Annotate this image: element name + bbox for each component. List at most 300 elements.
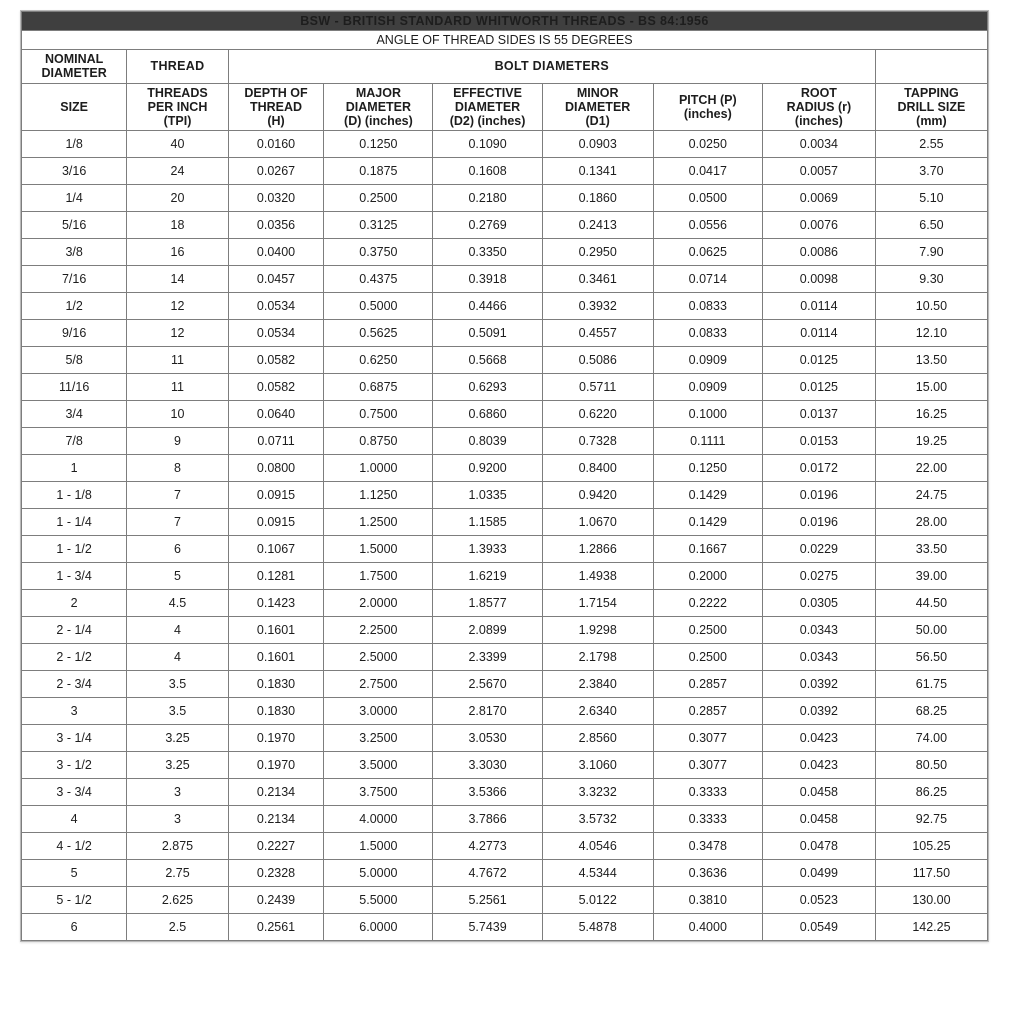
table-cell: 6 xyxy=(22,913,127,940)
col-header-effective-diameter xyxy=(433,83,542,130)
table-cell: 2.875 xyxy=(127,832,228,859)
table-cell: 10 xyxy=(127,400,228,427)
group-header-thread: THREAD xyxy=(127,50,228,84)
table-cell: 7 xyxy=(127,481,228,508)
table-cell: 4.5 xyxy=(127,589,228,616)
col-header-minor-line1: MINOR xyxy=(576,85,619,100)
table-cell: 3 xyxy=(127,778,228,805)
group-header-nominal-diameter xyxy=(22,50,127,84)
table-row xyxy=(22,562,988,589)
title-row xyxy=(22,12,988,31)
table-cell: 56.50 xyxy=(875,643,987,670)
table-cell: 1/2 xyxy=(22,292,127,319)
col-header-depth-of-thread xyxy=(228,83,324,130)
table-cell: 3.0530 xyxy=(433,724,542,751)
column-header-row xyxy=(22,83,988,130)
table-cell: 6.50 xyxy=(875,211,987,238)
col-header-tapping-drill-size xyxy=(875,83,987,130)
table-cell: 3.70 xyxy=(875,157,987,184)
table-cell: 130.00 xyxy=(875,886,987,913)
col-header-size-line1: SIZE xyxy=(60,99,89,114)
table-cell: 1.9298 xyxy=(542,616,653,643)
table-cell: 0.0458 xyxy=(762,805,875,832)
table-row xyxy=(22,616,988,643)
table-cell: 0.0114 xyxy=(762,319,875,346)
col-header-root-line3: (inches) xyxy=(794,113,843,128)
table-cell: 0.0153 xyxy=(762,427,875,454)
table-cell: 0.3478 xyxy=(653,832,762,859)
table-cell: 0.0423 xyxy=(762,751,875,778)
table-cell: 0.0250 xyxy=(653,130,762,157)
table-cell: 3/8 xyxy=(22,238,127,265)
col-header-pitch-line2: (inches) xyxy=(683,106,732,121)
table-cell: 0.2227 xyxy=(228,832,324,859)
table-cell: 5 xyxy=(22,859,127,886)
table-cell: 0.2857 xyxy=(653,670,762,697)
col-header-minor-diameter xyxy=(542,83,653,130)
table-cell: 0.0833 xyxy=(653,319,762,346)
table-cell: 1.8577 xyxy=(433,589,542,616)
table-cell: 0.0909 xyxy=(653,373,762,400)
col-header-tpi-line1: THREADS xyxy=(147,85,208,100)
table-cell: 0.6220 xyxy=(542,400,653,427)
table-cell: 2.1798 xyxy=(542,643,653,670)
table-cell: 0.0523 xyxy=(762,886,875,913)
table-row xyxy=(22,184,988,211)
table-cell: 0.0196 xyxy=(762,481,875,508)
col-header-effective-line3: (D2) (inches) xyxy=(449,113,526,128)
col-header-tapping-line2: DRILL SIZE xyxy=(897,99,966,114)
table-cell: 0.6860 xyxy=(433,400,542,427)
table-cell: 0.8400 xyxy=(542,454,653,481)
table-cell: 2.0000 xyxy=(324,589,433,616)
table-cell: 0.0909 xyxy=(653,346,762,373)
table-cell: 0.5711 xyxy=(542,373,653,400)
table-cell: 3 - 1/2 xyxy=(22,751,127,778)
col-header-root-line1: ROOT xyxy=(800,85,837,100)
col-header-depth-line2: THREAD xyxy=(249,99,303,114)
table-cell: 5 xyxy=(127,562,228,589)
table-row xyxy=(22,157,988,184)
table-cell: 5.4878 xyxy=(542,913,653,940)
col-header-pitch-line1: PITCH (P) xyxy=(678,92,737,107)
col-header-major-line2: DIAMETER xyxy=(345,99,412,114)
table-cell: 0.3810 xyxy=(653,886,762,913)
table-cell: 15.00 xyxy=(875,373,987,400)
table-row xyxy=(22,805,988,832)
table-cell: 0.4466 xyxy=(433,292,542,319)
table-cell: 2.5 xyxy=(127,913,228,940)
table-cell: 0.0392 xyxy=(762,670,875,697)
table-cell: 0.0125 xyxy=(762,373,875,400)
table-cell: 5.0122 xyxy=(542,886,653,913)
table-cell: 40 xyxy=(127,130,228,157)
table-row xyxy=(22,886,988,913)
table-cell: 2.625 xyxy=(127,886,228,913)
table-cell: 3.25 xyxy=(127,751,228,778)
table-cell: 24.75 xyxy=(875,481,987,508)
group-header-bolt-diameters: BOLT DIAMETERS xyxy=(228,50,875,84)
table-cell: 0.0711 xyxy=(228,427,324,454)
col-header-size xyxy=(22,83,127,130)
table-cell: 0.1429 xyxy=(653,508,762,535)
table-cell: 3 xyxy=(22,697,127,724)
table-cell: 0.1608 xyxy=(433,157,542,184)
table-cell: 3.2500 xyxy=(324,724,433,751)
table-cell: 24 xyxy=(127,157,228,184)
table-cell: 0.1000 xyxy=(653,400,762,427)
table-row xyxy=(22,292,988,319)
table-cell: 0.2328 xyxy=(228,859,324,886)
table-cell: 0.0356 xyxy=(228,211,324,238)
table-cell: 1.4938 xyxy=(542,562,653,589)
table-cell: 0.3077 xyxy=(653,751,762,778)
table-cell: 74.00 xyxy=(875,724,987,751)
table-cell: 0.0458 xyxy=(762,778,875,805)
table-cell: 0.0457 xyxy=(228,265,324,292)
table-cell: 3.5366 xyxy=(433,778,542,805)
col-header-minor-line3: (D1) xyxy=(585,113,610,128)
table-title: BSW - BRITISH STANDARD WHITWORTH THREADS - BS 84:1956 xyxy=(22,12,988,31)
table-cell: 1.0335 xyxy=(433,481,542,508)
table-row xyxy=(22,670,988,697)
table-row xyxy=(22,589,988,616)
col-header-effective-line2: DIAMETER xyxy=(454,99,521,114)
table-cell: 0.0275 xyxy=(762,562,875,589)
table-cell: 0.1830 xyxy=(228,697,324,724)
table-cell: 0.5625 xyxy=(324,319,433,346)
subtitle-row xyxy=(22,31,988,50)
table-cell: 0.2413 xyxy=(542,211,653,238)
col-header-depth-line3: (H) xyxy=(267,113,285,128)
table-cell: 0.3918 xyxy=(433,265,542,292)
table-cell: 0.0114 xyxy=(762,292,875,319)
table-cell: 1.2500 xyxy=(324,508,433,535)
table-cell: 0.0833 xyxy=(653,292,762,319)
table-cell: 0.0160 xyxy=(228,130,324,157)
table-cell: 105.25 xyxy=(875,832,987,859)
table-cell: 0.0915 xyxy=(228,508,324,535)
group-header-nominal-line1: NOMINAL xyxy=(44,52,104,66)
table-cell: 0.3333 xyxy=(653,805,762,832)
table-cell: 3/16 xyxy=(22,157,127,184)
table-cell: 1.0000 xyxy=(324,454,433,481)
table-cell: 0.5668 xyxy=(433,346,542,373)
table-cell: 4.0000 xyxy=(324,805,433,832)
table-cell: 0.0229 xyxy=(762,535,875,562)
table-cell: 0.0069 xyxy=(762,184,875,211)
table-cell: 4 xyxy=(127,616,228,643)
group-header-row xyxy=(22,50,988,84)
table-cell: 14 xyxy=(127,265,228,292)
col-header-depth-line1: DEPTH OF xyxy=(244,85,308,100)
table-cell: 0.0478 xyxy=(762,832,875,859)
table-cell: 0.0137 xyxy=(762,400,875,427)
table-cell: 0.8039 xyxy=(433,427,542,454)
table-row xyxy=(22,913,988,940)
table-head xyxy=(22,12,988,131)
table-cell: 0.1423 xyxy=(228,589,324,616)
table-cell: 0.2769 xyxy=(433,211,542,238)
table-cell: 5.0000 xyxy=(324,859,433,886)
table-cell: 0.7328 xyxy=(542,427,653,454)
table-cell: 5.10 xyxy=(875,184,987,211)
table-cell: 1.5000 xyxy=(324,535,433,562)
table-cell: 4.5344 xyxy=(542,859,653,886)
table-row xyxy=(22,346,988,373)
group-header-nominal-line2: DIAMETER xyxy=(41,66,107,81)
table-row xyxy=(22,778,988,805)
table-cell: 0.0320 xyxy=(228,184,324,211)
table-cell: 0.0903 xyxy=(542,130,653,157)
table-cell: 0.1970 xyxy=(228,751,324,778)
table-cell: 1.7500 xyxy=(324,562,433,589)
table-cell: 0.0534 xyxy=(228,292,324,319)
table-cell: 0.0500 xyxy=(653,184,762,211)
table-cell: 0.6293 xyxy=(433,373,542,400)
table-cell: 0.3461 xyxy=(542,265,653,292)
table-cell: 0.2500 xyxy=(653,643,762,670)
table-cell: 0.9420 xyxy=(542,481,653,508)
table-cell: 0.1601 xyxy=(228,616,324,643)
table-cell: 0.4000 xyxy=(653,913,762,940)
table-cell: 16 xyxy=(127,238,228,265)
table-cell: 0.0800 xyxy=(228,454,324,481)
table-cell: 3 - 1/4 xyxy=(22,724,127,751)
table-cell: 2 xyxy=(22,589,127,616)
table-cell: 4.0546 xyxy=(542,832,653,859)
table-cell: 2.2500 xyxy=(324,616,433,643)
col-header-effective-line1: EFFECTIVE xyxy=(453,85,522,100)
table-cell: 0.0417 xyxy=(653,157,762,184)
table-cell: 20 xyxy=(127,184,228,211)
table-cell: 0.7500 xyxy=(324,400,433,427)
table-cell: 12 xyxy=(127,292,228,319)
table-cell: 19.25 xyxy=(875,427,987,454)
table-cell: 0.0098 xyxy=(762,265,875,292)
col-header-tpi xyxy=(127,83,228,130)
table-cell: 0.1341 xyxy=(542,157,653,184)
table-cell: 0.0034 xyxy=(762,130,875,157)
table-cell: 0.1090 xyxy=(433,130,542,157)
table-row xyxy=(22,373,988,400)
table-cell: 7/16 xyxy=(22,265,127,292)
table-cell: 4 - 1/2 xyxy=(22,832,127,859)
table-cell: 0.1667 xyxy=(653,535,762,562)
table-cell: 1 - 3/4 xyxy=(22,562,127,589)
table-cell: 0.4557 xyxy=(542,319,653,346)
table-cell: 2.55 xyxy=(875,130,987,157)
table-cell: 2.8170 xyxy=(433,697,542,724)
table-cell: 86.25 xyxy=(875,778,987,805)
table-cell: 1.5000 xyxy=(324,832,433,859)
table-cell: 9.30 xyxy=(875,265,987,292)
col-header-tpi-line2: PER INCH xyxy=(147,99,208,114)
table-cell: 0.2500 xyxy=(653,616,762,643)
table-cell: 11 xyxy=(127,346,228,373)
table-cell: 0.0400 xyxy=(228,238,324,265)
table-cell: 9 xyxy=(127,427,228,454)
table-cell: 1 xyxy=(22,454,127,481)
table-cell: 22.00 xyxy=(875,454,987,481)
table-cell: 2.5000 xyxy=(324,643,433,670)
table-row xyxy=(22,508,988,535)
table-cell: 0.2950 xyxy=(542,238,653,265)
table-cell: 0.0267 xyxy=(228,157,324,184)
table-cell: 0.3077 xyxy=(653,724,762,751)
table-cell: 5.7439 xyxy=(433,913,542,940)
col-header-tapping-line1: TAPPING xyxy=(904,85,959,100)
table-cell: 0.1250 xyxy=(653,454,762,481)
table-cell: 0.1875 xyxy=(324,157,433,184)
table-cell: 0.2222 xyxy=(653,589,762,616)
table-cell: 2 - 1/4 xyxy=(22,616,127,643)
table-cell: 117.50 xyxy=(875,859,987,886)
table-cell: 0.0392 xyxy=(762,697,875,724)
table-cell: 0.0915 xyxy=(228,481,324,508)
table-row xyxy=(22,319,988,346)
table-cell: 0.1601 xyxy=(228,643,324,670)
table-row xyxy=(22,859,988,886)
table-cell: 3 - 3/4 xyxy=(22,778,127,805)
table-cell: 92.75 xyxy=(875,805,987,832)
table-cell: 0.8750 xyxy=(324,427,433,454)
table-cell: 0.5086 xyxy=(542,346,653,373)
table-cell: 0.3350 xyxy=(433,238,542,265)
table-cell: 0.3125 xyxy=(324,211,433,238)
table-cell: 1.3933 xyxy=(433,535,542,562)
table-cell: 5.5000 xyxy=(324,886,433,913)
table-cell: 1 - 1/2 xyxy=(22,535,127,562)
table-cell: 0.3750 xyxy=(324,238,433,265)
table-cell: 80.50 xyxy=(875,751,987,778)
table-cell: 68.25 xyxy=(875,697,987,724)
table-row xyxy=(22,751,988,778)
table-cell: 3.0000 xyxy=(324,697,433,724)
table-cell: 3.25 xyxy=(127,724,228,751)
table-cell: 0.2134 xyxy=(228,778,324,805)
table-cell: 2.6340 xyxy=(542,697,653,724)
table-cell: 1.0670 xyxy=(542,508,653,535)
table-cell: 0.6250 xyxy=(324,346,433,373)
table-cell: 6 xyxy=(127,535,228,562)
table-cell: 0.0625 xyxy=(653,238,762,265)
table-cell: 5 - 1/2 xyxy=(22,886,127,913)
table-cell: 0.1111 xyxy=(653,427,762,454)
table-cell: 1/8 xyxy=(22,130,127,157)
bsw-thread-table xyxy=(21,11,988,941)
table-cell: 5/16 xyxy=(22,211,127,238)
table-row xyxy=(22,130,988,157)
table-cell: 0.0714 xyxy=(653,265,762,292)
table-cell: 1 - 1/4 xyxy=(22,508,127,535)
table-row xyxy=(22,535,988,562)
table-row xyxy=(22,427,988,454)
table-cell: 0.0534 xyxy=(228,319,324,346)
table-cell: 3.5 xyxy=(127,697,228,724)
table-cell: 0.0582 xyxy=(228,346,324,373)
table-cell: 0.0582 xyxy=(228,373,324,400)
col-header-major-line3: (D) (inches) xyxy=(344,113,413,128)
table-cell: 2 - 3/4 xyxy=(22,670,127,697)
table-cell: 3/4 xyxy=(22,400,127,427)
table-cell: 3.3232 xyxy=(542,778,653,805)
table-cell: 0.1860 xyxy=(542,184,653,211)
table-cell: 44.50 xyxy=(875,589,987,616)
table-row xyxy=(22,832,988,859)
table-cell: 0.3636 xyxy=(653,859,762,886)
table-cell: 33.50 xyxy=(875,535,987,562)
table-cell: 0.0057 xyxy=(762,157,875,184)
table-row xyxy=(22,265,988,292)
table-cell: 13.50 xyxy=(875,346,987,373)
table-cell: 2.5670 xyxy=(433,670,542,697)
table-row xyxy=(22,697,988,724)
table-cell: 0.2134 xyxy=(228,805,324,832)
table-cell: 18 xyxy=(127,211,228,238)
col-header-tpi-line3: (TPI) xyxy=(163,113,192,128)
table-cell: 2 - 1/2 xyxy=(22,643,127,670)
table-cell: 0.0076 xyxy=(762,211,875,238)
table-cell: 0.5091 xyxy=(433,319,542,346)
table-cell: 4 xyxy=(22,805,127,832)
table-body xyxy=(22,130,988,940)
table-cell: 2.75 xyxy=(127,859,228,886)
table-row xyxy=(22,400,988,427)
table-cell: 0.0343 xyxy=(762,616,875,643)
table-cell: 3.5 xyxy=(127,670,228,697)
table-cell: 3 xyxy=(127,805,228,832)
table-row xyxy=(22,481,988,508)
table-cell: 0.0305 xyxy=(762,589,875,616)
table-cell: 6.0000 xyxy=(324,913,433,940)
table-cell: 1.7154 xyxy=(542,589,653,616)
table-cell: 7.90 xyxy=(875,238,987,265)
table-cell: 10.50 xyxy=(875,292,987,319)
table-cell: 4.7672 xyxy=(433,859,542,886)
table-row xyxy=(22,454,988,481)
table-cell: 2.3399 xyxy=(433,643,542,670)
table-row xyxy=(22,238,988,265)
table-cell: 0.0343 xyxy=(762,643,875,670)
col-header-root-line2: RADIUS (r) xyxy=(786,99,852,114)
table-cell: 0.1970 xyxy=(228,724,324,751)
table-cell: 12.10 xyxy=(875,319,987,346)
table-cell: 9/16 xyxy=(22,319,127,346)
table-cell: 5.2561 xyxy=(433,886,542,913)
table-cell: 12 xyxy=(127,319,228,346)
table-cell: 39.00 xyxy=(875,562,987,589)
table-cell: 8 xyxy=(127,454,228,481)
table-cell: 0.6875 xyxy=(324,373,433,400)
table-cell: 142.25 xyxy=(875,913,987,940)
table-cell: 0.1830 xyxy=(228,670,324,697)
table-cell: 11/16 xyxy=(22,373,127,400)
table-cell: 61.75 xyxy=(875,670,987,697)
col-header-tapping-line3: (mm) xyxy=(916,113,947,128)
table-cell: 5/8 xyxy=(22,346,127,373)
table-cell: 0.1067 xyxy=(228,535,324,562)
col-header-minor-line2: DIAMETER xyxy=(565,99,631,114)
table-cell: 0.0499 xyxy=(762,859,875,886)
table-cell: 1.6219 xyxy=(433,562,542,589)
table-row xyxy=(22,724,988,751)
table-cell: 2.8560 xyxy=(542,724,653,751)
table-subtitle: ANGLE OF THREAD SIDES IS 55 DEGREES xyxy=(22,31,988,50)
table-cell: 2.3840 xyxy=(542,670,653,697)
table-cell: 1.2866 xyxy=(542,535,653,562)
table-cell: 0.3333 xyxy=(653,778,762,805)
